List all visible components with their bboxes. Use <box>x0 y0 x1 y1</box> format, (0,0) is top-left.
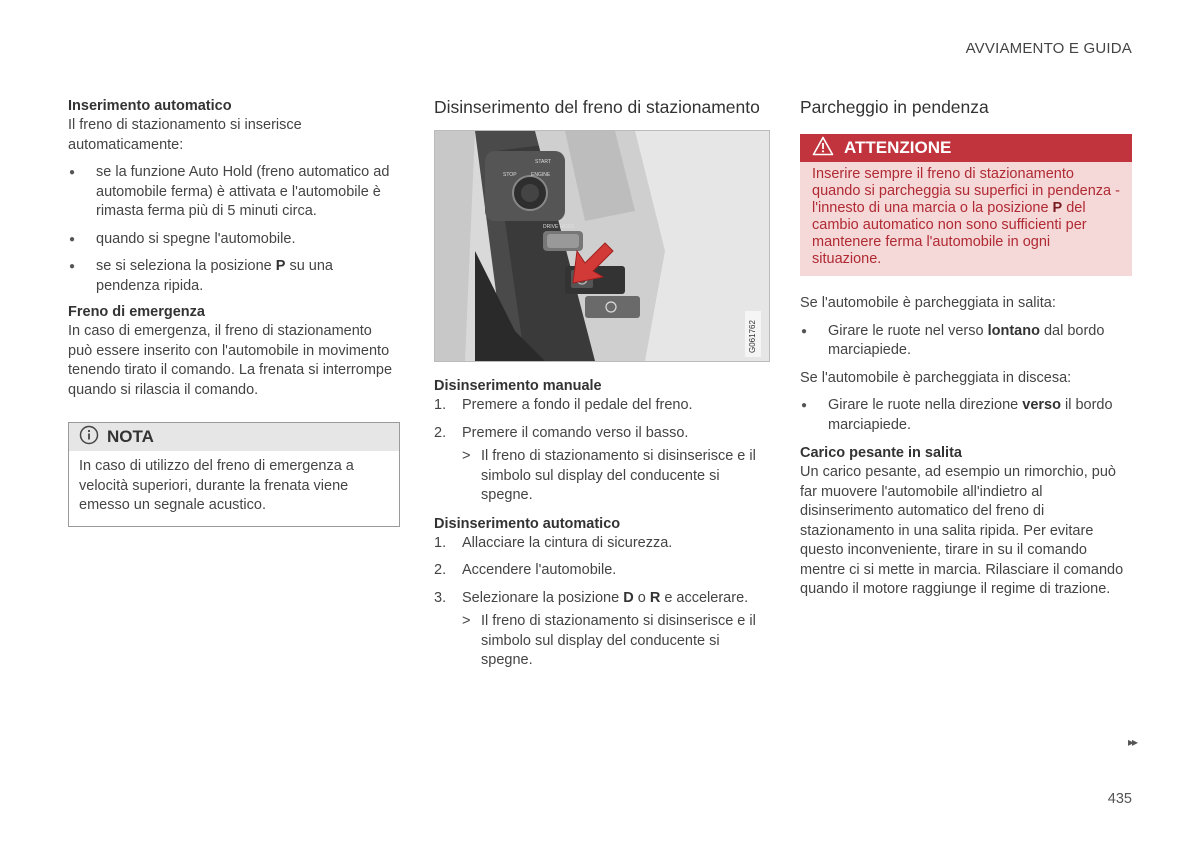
auto-release-result: > Il freno di stazionamento si disinserisce e il simbolo sul display del conducente si spegne. <box>462 613 756 668</box>
heavy-load-text: Un carico pesante, ad esempio un rimorchio, può far muovere l'automobile all'indietro al disinserimento automatico del freno di stazionamento in una salita ripida. Per evitare questo inconveniente, tirare in su il comando mentre ci si mette in marcia. Rilasciare il comando quando il motore raggiunge il regime di trazione. <box>800 464 1124 597</box>
list-item: ● Girare le ruote nella direzione verso il bordo marciapiede. <box>800 396 1132 435</box>
warning-label: ATTENZIONE <box>844 138 952 157</box>
uphill-intro: Se l'automobile è parcheggiata in salita: <box>800 295 1056 311</box>
stop-label: STOP <box>503 172 517 178</box>
list-item: ● quando si spegne l'automobile. <box>68 230 400 250</box>
engine-label: ENGINE <box>531 172 551 178</box>
note-text: In caso di utilizzo del freno di emergenza a velocità superiori, durante la frenata viene emesso un segnale acustico. <box>79 458 354 513</box>
manual-release-result: > Il freno di stazionamento si disinserisce e il simbolo sul display del conducente si spegne. <box>462 448 756 503</box>
warning-header <box>800 134 1132 162</box>
start-label: START <box>535 159 551 165</box>
list-item: 2. Accendere l'automobile. <box>434 562 617 578</box>
warning-triangle-icon <box>812 136 834 161</box>
list-item: 1. Allacciare la cintura di sicurezza. <box>434 534 673 551</box>
auto-apply-list <box>68 163 400 296</box>
page-header: AVVIAMENTO E GUIDA <box>965 40 1132 57</box>
parking-brake-control-image <box>434 130 770 362</box>
warning-text: Inserire sempre il freno di stazionamento quando si parcheggia su superfici in pendenza - l'innesto di una marcia o la posizione P del cambio automatico non sono sufficienti per mantenere ferma l'automobile in ogni situazione. <box>800 162 1132 276</box>
emergency-text: In caso di emergenza, il freno di stazionamento può essere inserito con l'automobile in movimento tenendo tirato il comando. La frenata si interrompe quando si rilascia il comando. <box>68 323 393 398</box>
release-heading: Disinserimento del freno di stazionamento <box>434 97 760 117</box>
emergency-heading: Freno di emergenza <box>68 304 205 320</box>
auto-release-steps <box>434 534 768 609</box>
uphill-list <box>800 322 1132 361</box>
continue-arrows-icon: ▸▸ <box>1127 735 1136 749</box>
auto-apply-intro: Il freno di stazionamento si inserisce automaticamente: <box>68 117 302 153</box>
image-code: G061762 <box>748 320 757 353</box>
downhill-list <box>800 396 1132 435</box>
note-label: NOTA <box>107 427 154 446</box>
slope-parking-heading: Parcheggio in pendenza <box>800 97 989 117</box>
list-item: ● Girare le ruote nel verso lontano dal bordo marciapiede. <box>800 322 1132 361</box>
page-number: 435 <box>1107 791 1132 807</box>
list-item: ● se la funzione Auto Hold (freno automatico ad automobile ferma) è attivata e l'automobile è rimasta ferma più di 5 minuti circa. <box>68 163 400 222</box>
list-item: ● se si seleziona la posizione P su una pendenza ripida. <box>68 257 400 296</box>
note-box <box>68 422 400 527</box>
column-middle <box>434 96 768 679</box>
column-right <box>800 96 1132 600</box>
auto-apply-heading: Inserimento automatico <box>68 98 232 114</box>
manual-release-heading: Disinserimento manuale <box>434 378 602 394</box>
info-icon <box>79 425 99 450</box>
downhill-intro: Se l'automobile è parcheggiata in discesa: <box>800 369 1072 386</box>
list-item: 1. Premere a fondo il pedale del freno. <box>434 397 693 413</box>
list-item: 3. Selezionare la posizione D o R e accelerare. <box>434 589 749 606</box>
manual-release-steps <box>434 396 768 443</box>
heavy-load-heading: Carico pesante in salita <box>800 445 962 461</box>
drive-mode-label: DRIVE MODE <box>543 224 575 230</box>
list-item: 2. Premere il comando verso il basso. <box>434 424 689 441</box>
column-left <box>68 96 400 527</box>
note-header <box>69 423 399 451</box>
auto-release-heading: Disinserimento automatico <box>434 515 621 532</box>
